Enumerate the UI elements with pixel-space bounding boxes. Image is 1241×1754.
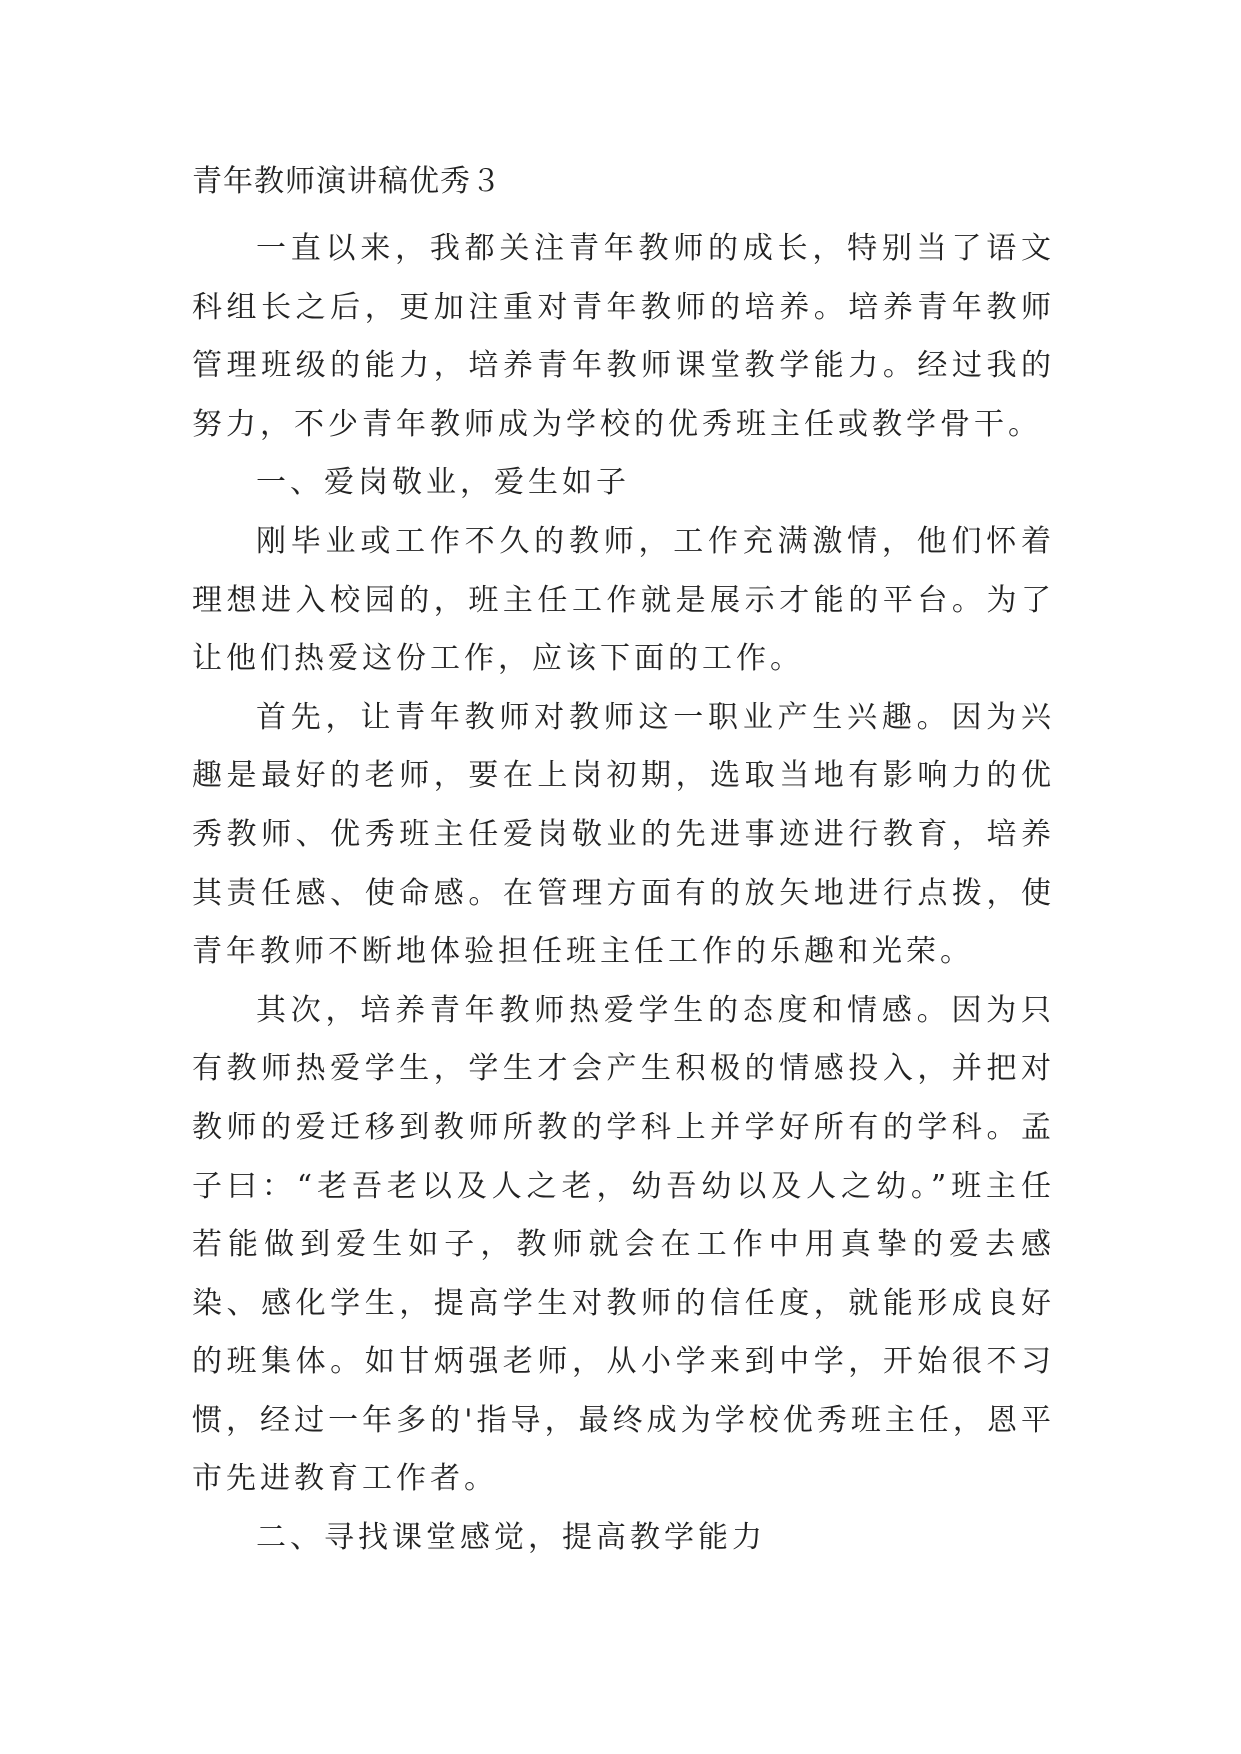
paragraph-intro: 一直以来，我都关注青年教师的成长，特别当了语文科组长之后，更加注重对青年教师的培养。培养青年教师管理班级的能力，培养青年教师课堂教学能力。经过我的努力，不少青年教师成为学校的优秀班主任或教学骨干。 [192,231,1055,442]
paragraph-first: 首先，让青年教师对教师这一职业产生兴趣。因为兴趣是最好的老师，要在上岗初期，选取当地有影响力的优秀教师、优秀班主任爱岗敬业的先进事迹进行教育，培养其责任感、使命感。在管理方面有的放矢地进行点拨，使青年教师不断地体验担任班主任工作的乐趣和光荣。 [192,699,1055,970]
document-title: 青年教师演讲稿优秀３ [192,164,502,199]
section-heading-2: 二、寻找课堂感觉，提高教学能力 [256,1520,766,1556]
document-body [192,220,1055,1568]
paragraph-second: 其次，培养青年教师热爱学生的态度和情感。因为只有教师热爱学生，学生才会产生积极的情感投入，并把对教师的爱迁移到教师所教的学科上并学好所有的学科。孟子曰：“老吾老以及人之老，幼吾幼以及人之幼。”班主任若能做到爱生如子，教师就会在工作中用真挚的爱去感染、感化学生，提高学生对教师的信任度，就能形成良好的班集体。如甘炳强老师，从小学来到中学，开始很不习惯，经过一年多的'指导，最终成为学校优秀班主任，恩平市先进教育工作者。 [192,992,1055,1497]
section-heading-1: 一、爱岗敬业，爱生如子 [256,465,630,501]
paragraph-new-teachers: 刚毕业或工作不久的教师，工作充满激情，他们怀着理想进入校园的，班主任工作就是展示才能的平台。为了让他们热爱这份工作，应该下面的工作。 [192,523,1055,677]
